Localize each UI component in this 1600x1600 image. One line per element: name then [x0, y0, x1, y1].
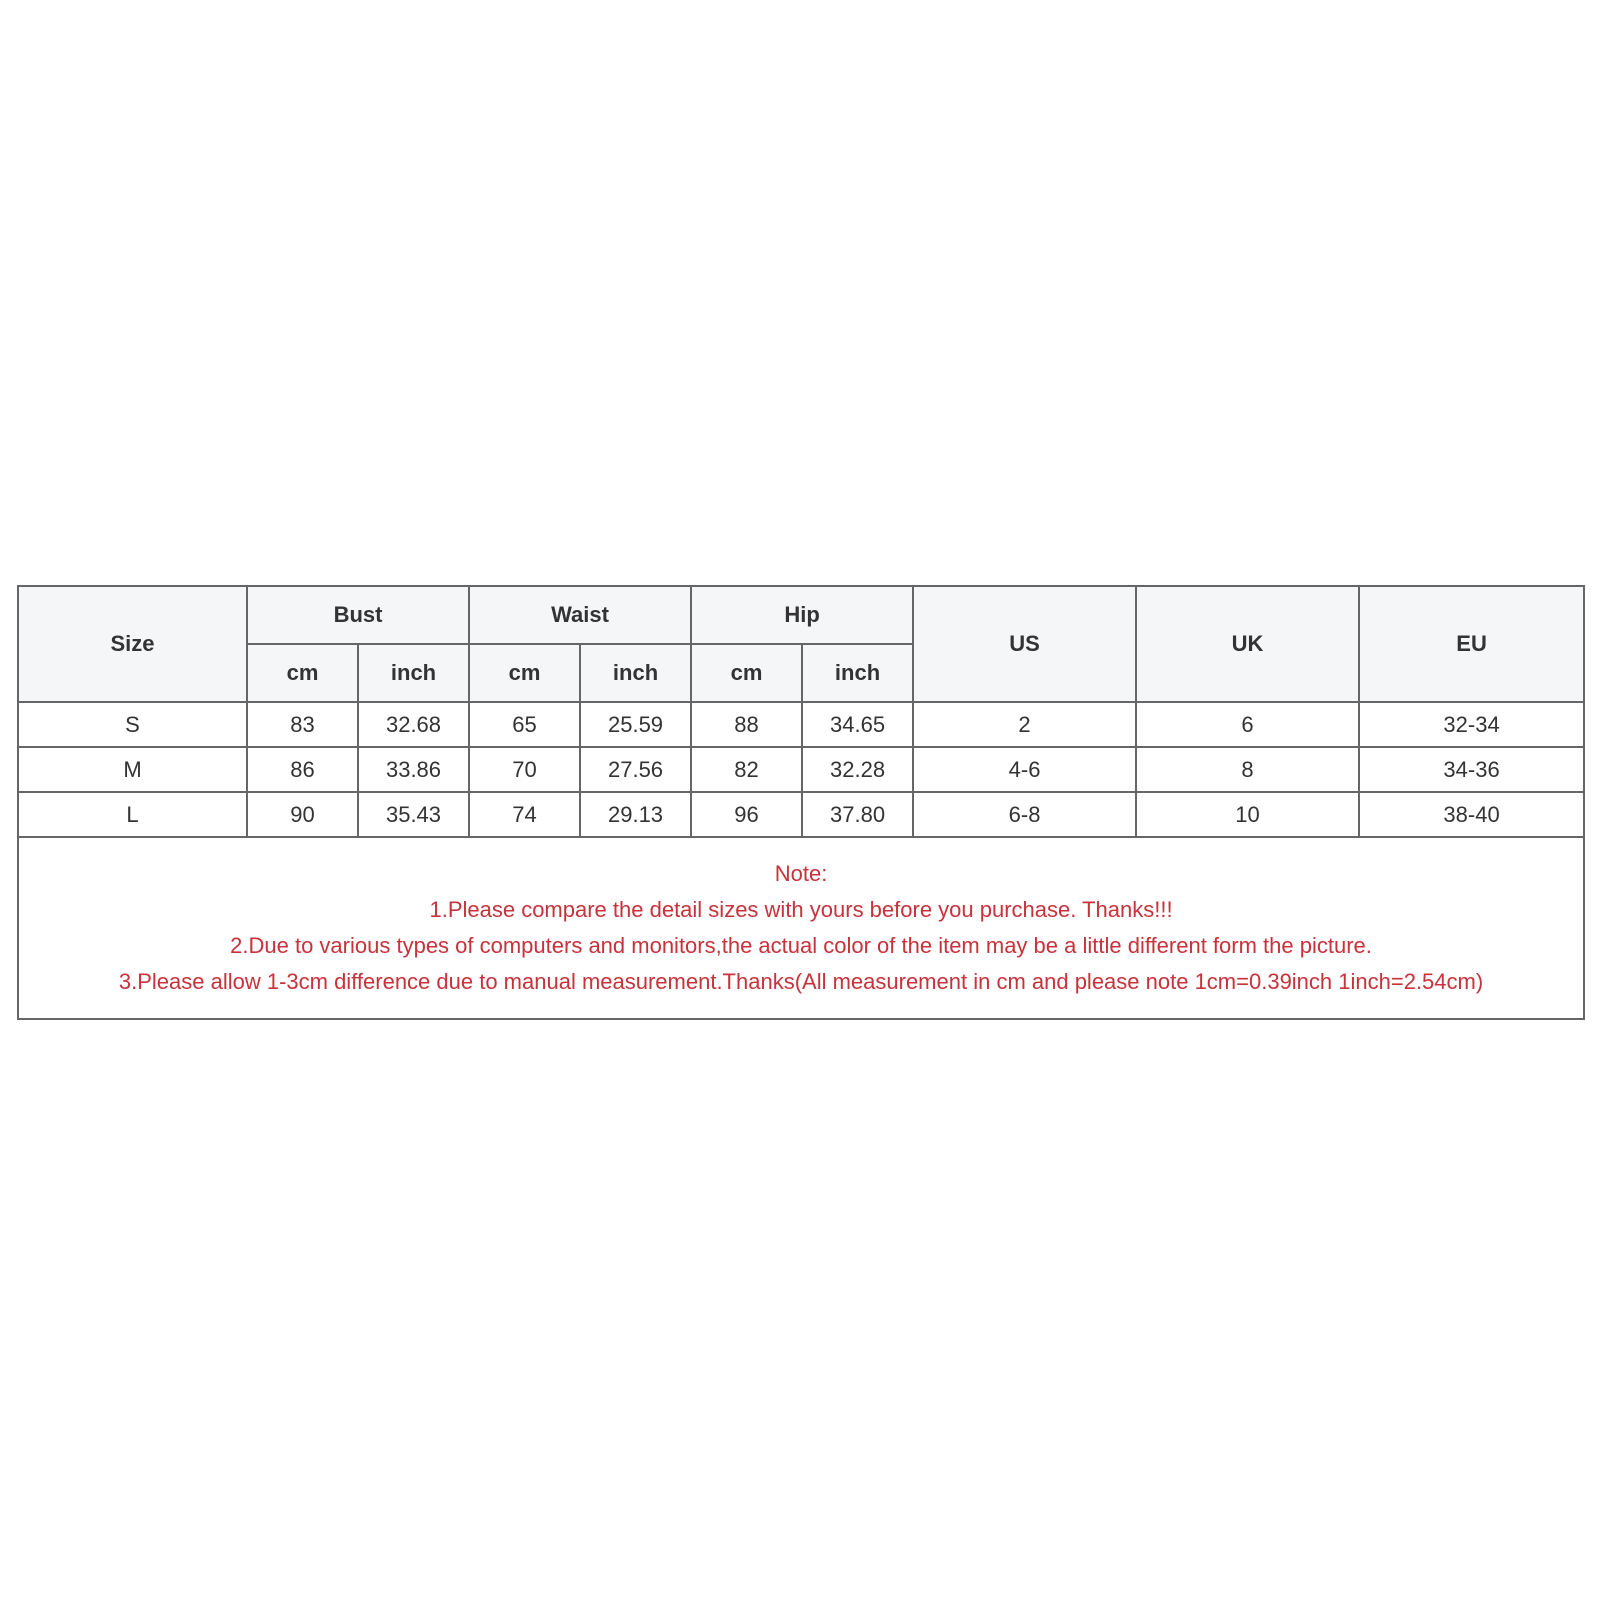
header-hip-cm: cm — [691, 644, 802, 702]
cell-uk: 8 — [1136, 747, 1359, 792]
note-line-3: 3.Please allow 1-3cm difference due to manual measurement.Thanks(All measurement in cm and please note 1cm=0.39inch 1inch=2.54cm) — [118, 969, 1484, 994]
header-bust: Bust — [247, 586, 469, 644]
cell-hip-inch: 34.65 — [802, 702, 913, 747]
cell-uk: 6 — [1136, 702, 1359, 747]
cell-waist-cm: 70 — [469, 747, 580, 792]
header-hip-inch: inch — [802, 644, 913, 702]
size-table — [17, 585, 1585, 1020]
header-hip: Hip — [691, 586, 913, 644]
header-waist-inch: inch — [580, 644, 691, 702]
cell-hip-inch: 37.80 — [802, 792, 913, 837]
cell-waist-inch: 27.56 — [580, 747, 691, 792]
cell-hip-cm: 96 — [691, 792, 802, 837]
header-us: US — [913, 586, 1136, 702]
table-row — [18, 702, 1584, 747]
cell-bust-cm: 86 — [247, 747, 358, 792]
header-size: Size — [18, 586, 247, 702]
table-row — [18, 792, 1584, 837]
header-bust-inch: inch — [358, 644, 469, 702]
header-uk: UK — [1136, 586, 1359, 702]
cell-eu: 34-36 — [1359, 747, 1584, 792]
cell-hip-cm: 88 — [691, 702, 802, 747]
cell-hip-cm: 82 — [691, 747, 802, 792]
cell-bust-inch: 35.43 — [358, 792, 469, 837]
cell-eu: 38-40 — [1359, 792, 1584, 837]
cell-uk: 10 — [1136, 792, 1359, 837]
cell-bust-cm: 90 — [247, 792, 358, 837]
note-cell — [18, 837, 1584, 1019]
cell-eu: 32-34 — [1359, 702, 1584, 747]
cell-waist-cm: 65 — [469, 702, 580, 747]
cell-us: 4-6 — [913, 747, 1136, 792]
cell-waist-cm: 74 — [469, 792, 580, 837]
cell-size: S — [18, 702, 247, 747]
header-eu: EU — [1359, 586, 1584, 702]
cell-size: L — [18, 792, 247, 837]
header-bust-cm: cm — [247, 644, 358, 702]
cell-waist-inch: 29.13 — [580, 792, 691, 837]
cell-bust-inch: 32.68 — [358, 702, 469, 747]
note-row — [18, 837, 1584, 1019]
cell-waist-inch: 25.59 — [580, 702, 691, 747]
cell-bust-cm: 83 — [247, 702, 358, 747]
header-waist-cm: cm — [469, 644, 580, 702]
cell-hip-inch: 32.28 — [802, 747, 913, 792]
cell-us: 6-8 — [913, 792, 1136, 837]
table-row — [18, 747, 1584, 792]
note-line-2: 2.Due to various types of computers and monitors,the actual color of the item may be a little different form the picture. — [230, 933, 1372, 958]
note-title: Note: — [774, 861, 828, 886]
header-waist: Waist — [469, 586, 691, 644]
cell-size: M — [18, 747, 247, 792]
size-chart — [17, 585, 1583, 1020]
cell-us: 2 — [913, 702, 1136, 747]
cell-bust-inch: 33.86 — [358, 747, 469, 792]
note-line-1: 1.Please compare the detail sizes with yours before you purchase. Thanks!!! — [429, 897, 1173, 922]
header-row-1 — [18, 586, 1584, 644]
